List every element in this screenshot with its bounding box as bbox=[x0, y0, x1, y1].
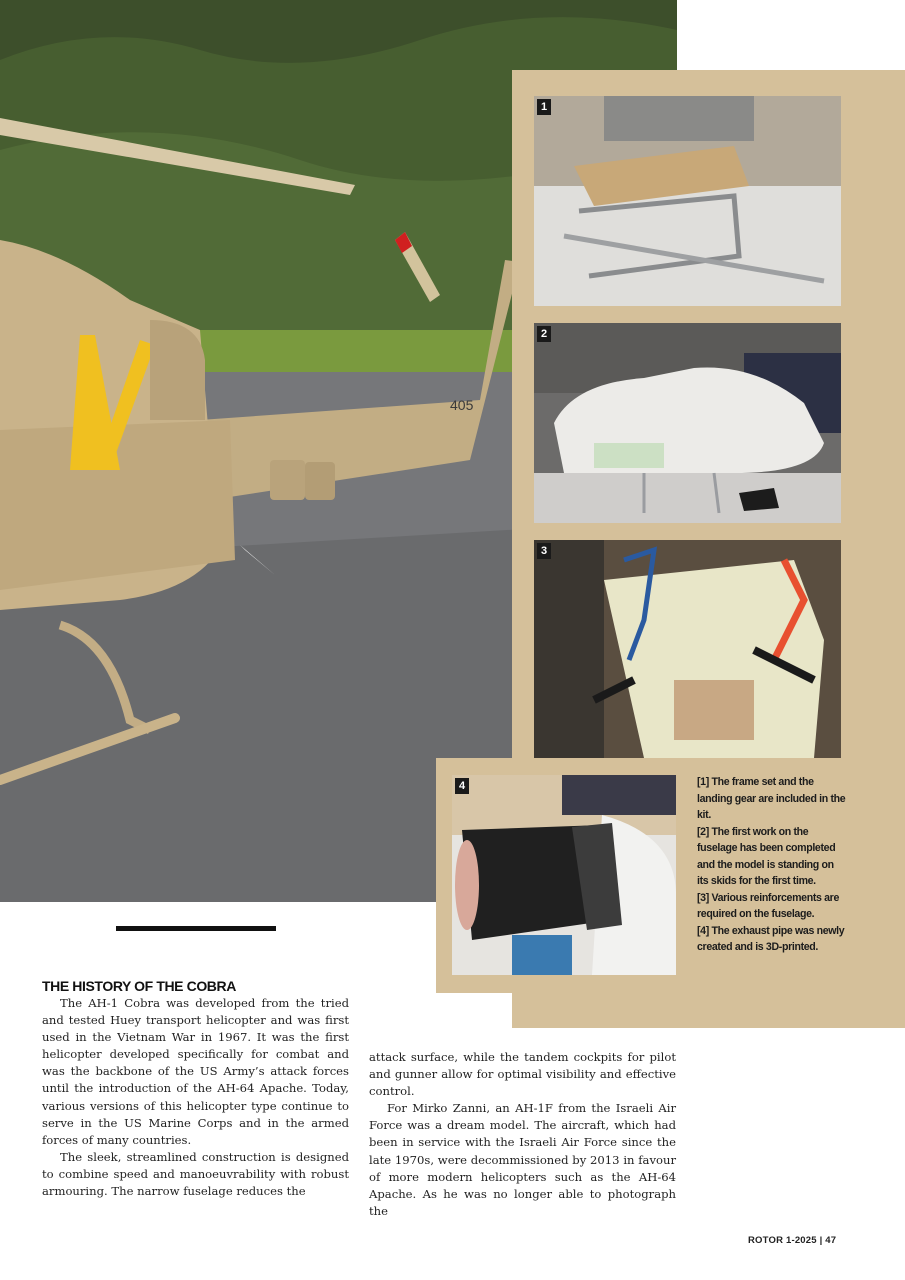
photo-reinforcements bbox=[534, 540, 841, 758]
article-column-1 bbox=[42, 995, 349, 1200]
photo-frame-set bbox=[534, 96, 841, 306]
paragraph: The AH-1 Cobra was developed from the tried and tested Huey transport helicopter and was first used in the Vietnam War in 1967. It was the first helicopter developed specifically for combat and was the backbone of the US Army’s attack forces until the introduction of the AH-64 Apache. Today, various versions of this helicopter type continue to serve in the US Marine Corps and in the armed forces of many countries. bbox=[42, 996, 349, 1147]
paragraph: The sleek, streamlined construction is designed to combine speed and manoeuvrability with robust armouring. The narrow fuselage reduces the bbox=[42, 1149, 349, 1199]
section-divider bbox=[116, 926, 276, 931]
section-heading: THE HISTORY OF THE COBRA bbox=[42, 978, 236, 994]
page-footer: ROTOR 1-2025 | 47 bbox=[748, 1235, 837, 1246]
photo-number-4: 4 bbox=[455, 778, 469, 794]
photo-number-3: 3 bbox=[537, 543, 551, 559]
caption-2: [2] The first work on the fuselage has been completed and the model is standing on its skids for the first time. bbox=[697, 825, 836, 887]
caption-1: [1] The frame set and the landing gear are included in the kit. bbox=[697, 776, 846, 821]
caption-3: [3] Various reinforcements are required on the fuselage. bbox=[697, 891, 839, 920]
photo-fuselage bbox=[534, 323, 841, 523]
photo-number-1: 1 bbox=[537, 99, 551, 115]
photo-captions bbox=[697, 774, 847, 956]
paragraph: attack surface, while the tandem cockpits for pilot and gunner allow for optimal visibility and effective control. bbox=[369, 1050, 676, 1099]
photo-number-2: 2 bbox=[537, 326, 551, 342]
photo-exhaust-pipe bbox=[452, 775, 676, 975]
tail-number: 405 bbox=[450, 397, 474, 413]
caption-4: [4] The exhaust pipe was newly created and is 3D-printed. bbox=[697, 924, 845, 953]
paragraph: For Mirko Zanni, an AH-1F from the Israeli Air Force was a dream model. The aircraft, which had been in service with the Israeli Air Force since the late 1970s, were decommissioned by 2013 in favour of more modern helicopters such as the AH-64 Apache. As he was no longer able to photograph the bbox=[369, 1101, 676, 1218]
article-column-2 bbox=[369, 1049, 676, 1220]
